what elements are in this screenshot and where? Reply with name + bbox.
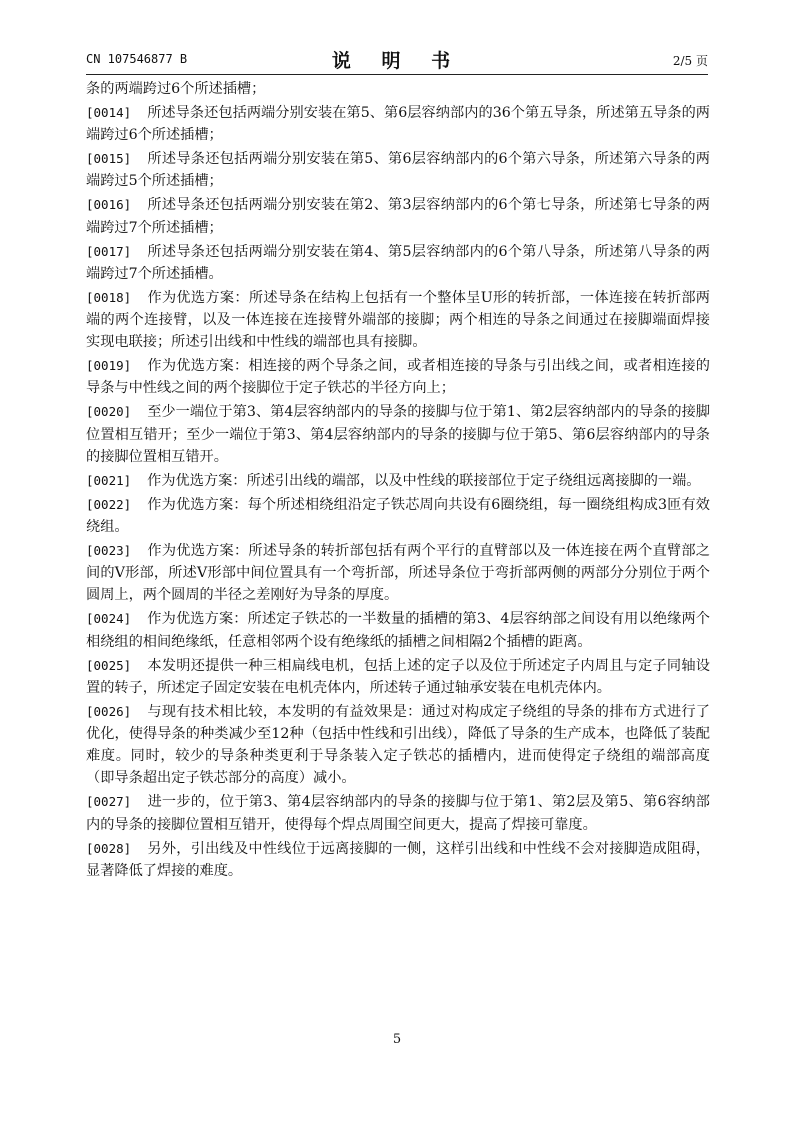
paragraph-number: [0018] (86, 289, 132, 305)
paragraph-number: [0016] (86, 197, 132, 213)
paragraph (86, 655, 710, 699)
paragraph-text: 作为优选方案：所述导条在结构上包括有一个整体呈U形的转折部，一体连接在转折部两端的两个连接臂，以及一体连接在连接臂外端部的接脚；两个相连的导条之间通过在接脚端面焊接实现电联接；所述引出线和中性线的端部也具有接脚。 (86, 289, 710, 351)
paragraph-text: 所述导条还包括两端分别安装在第2、第3层容纳部内的6个第七导条，所述第七导条的两端跨过7个所述插槽； (86, 197, 710, 236)
paragraph-number: [0023] (86, 543, 132, 559)
paragraph (86, 401, 710, 468)
paragraph-number: [0028] (86, 840, 132, 856)
paragraph-text: 所述导条还包括两端分别安装在第5、第6层容纳部内的36个第五导条，所述第五导条的两端跨过6个所述插槽； (86, 105, 710, 144)
document-body (86, 78, 710, 884)
paragraph-number: [0021] (86, 472, 132, 488)
paragraph-text: 所述导条还包括两端分别安装在第5、第6层容纳部内的6个第六导条，所述第六导条的两端跨过5个所述插槽； (86, 151, 710, 190)
page-indicator: 2/5 页 (672, 54, 708, 68)
patent-number: CN 107546877 B (86, 52, 188, 66)
paragraph-number: [0026] (86, 703, 132, 719)
paragraph-number: [0014] (86, 105, 132, 120)
paragraph (86, 791, 710, 835)
paragraph-text: 另外，引出线及中性线位于远离接脚的一侧，这样引出线和中性线不会对接脚造成阻碍，显著降低了焊接的难度。 (86, 840, 710, 879)
paragraph-text: 本发明还提供一种三相扁线电机，包括上述的定子以及位于所述定子内周且与定子同轴设置的转子，所述定子固定安装在电机壳体内，所述转子通过轴承安装在电机壳体内。 (86, 657, 710, 696)
document-title: 说 明 书 (331, 50, 463, 72)
paragraph-number: [0027] (86, 794, 132, 810)
paragraph (86, 102, 710, 146)
paragraph-text: 作为优选方案：所述引出线的端部，以及中性线的联接部位于定子绕组远离接脚的一端。 (147, 472, 701, 489)
paragraph-number: [0025] (86, 657, 132, 673)
paragraph-text: 作为优选方案：所述定子铁芯的一半数量的插槽的第3、4层容纳部之间设有用以绝缘两个相绕组的相间绝缘纸，任意相邻两个设有绝缘纸的插槽之间相隔2个插槽的距离。 (86, 611, 710, 650)
paragraph-number: [0015] (86, 151, 132, 167)
paragraph-text: 作为优选方案：所述导条的转折部包括有两个平行的直臂部以及一体连接在两个直臂部之间的V形部，所述V形部中间位置具有一个弯折部，所述导条位于弯折部两侧的两部分分别位于两个圆周上，两个圆周的半径之差刚好为导条的厚度。 (86, 543, 710, 604)
continuation-text: 条的两端跨过6个所述插槽； (86, 81, 266, 97)
paragraph (86, 355, 710, 399)
paragraph-text: 作为优选方案：每个所述相绕组沿定子铁芯周向共设有6圈绕组，每一圈绕组构成3匝有效绕组。 (86, 496, 710, 536)
paragraph (86, 194, 710, 238)
paragraph-text: 作为优选方案：相连接的两个导条之间，或者相连接的导条与引出线之间，或者相连接的导条与中性线之间的两个接脚位于定子铁芯的半径方向上； (86, 358, 710, 397)
paragraph-text: 至少一端位于第3、第4层容纳部内的导条的接脚与位于第1、第2层容纳部内的导条的接脚位置相互错开；至少一端位于第3、第4层容纳部内的导条的接脚与位于第5、第6层容纳部内的导条的接脚位置相互错开。 (86, 404, 710, 465)
paragraph-text: 所述导条还包括两端分别安装在第4、第5层容纳部内的6个第八导条，所述第八导条的两端跨过7个所述插槽。 (86, 243, 710, 282)
paragraph-number: [0022] (86, 496, 132, 512)
paragraph (86, 608, 710, 652)
paragraph-number: [0024] (86, 611, 132, 627)
paragraph (86, 540, 710, 607)
paragraph-number: [0019] (86, 358, 132, 374)
paragraph-number: [0020] (86, 404, 132, 420)
page-header (86, 44, 708, 72)
page-number: 5 (392, 1032, 402, 1047)
header-divider (86, 74, 708, 75)
paragraph (86, 470, 710, 492)
paragraph (86, 287, 710, 354)
paragraph-text: 与现有技术相比较，本发明的有益效果是：通过对构成定子绕组的导条的排布方式进行了优化，使得导条的种类减少至12种（包括中性线和引出线），降低了导条的生产成本，也降低了装配难度。同时，较少的导条种类更利于导条装入定子铁芯的插槽内，进而使得定子绕组的端部高度（即导条超出定子铁芯部分的高度）减小。 (86, 703, 710, 787)
paragraph (86, 241, 710, 285)
paragraph (86, 494, 710, 538)
paragraph (86, 148, 710, 192)
paragraph-text: 进一步的，位于第3、第4层容纳部内的导条的接脚与位于第1、第2层及第5、第6容纳部内的导条的接脚位置相互错开，使得每个焊点周围空间更大，提高了焊接可靠度。 (86, 794, 710, 833)
paragraph (86, 838, 710, 882)
paragraph (86, 701, 710, 790)
paragraph-number: [0017] (86, 243, 132, 259)
